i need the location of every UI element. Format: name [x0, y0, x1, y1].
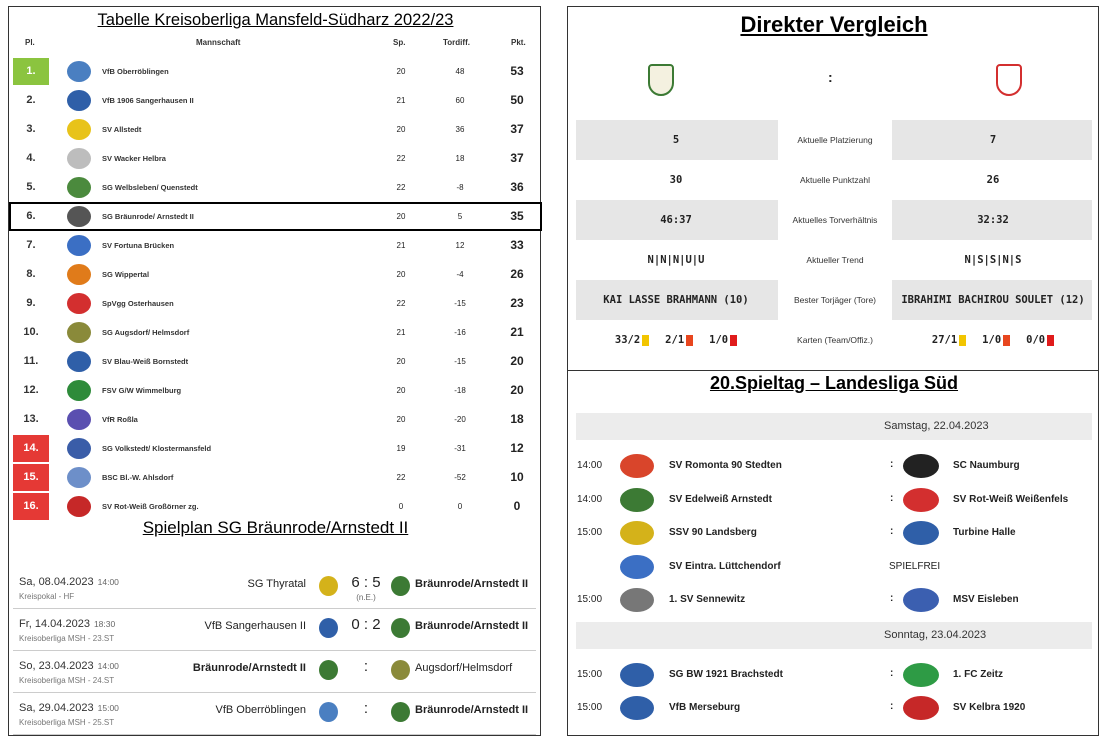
position-cell: 14.	[13, 435, 49, 462]
points: 53	[510, 64, 524, 78]
position-cell: 13.	[23, 413, 39, 425]
team-name[interactable]: SpVgg Osterhausen	[102, 299, 174, 308]
away-team-logo-icon	[391, 660, 410, 680]
fixture-row[interactable]	[576, 691, 1092, 724]
away-value: IBRAHIMI BACHIROU SOULET (12)	[901, 294, 1085, 306]
fixture-separator: :	[890, 701, 894, 712]
team-name[interactable]: SV Allstedt	[102, 125, 142, 134]
team-name[interactable]: BSC Bl.-W. Ahlsdorf	[102, 473, 174, 482]
comparison-label: Karten (Team/Offiz.)	[778, 320, 892, 360]
comparison-row	[576, 120, 1092, 160]
team-name[interactable]: FSV G/W Wimmelburg	[102, 386, 182, 395]
goal-difference: 0	[457, 502, 463, 511]
home-team-logo-icon	[319, 618, 338, 638]
cards-row	[576, 320, 1092, 360]
points: 36	[510, 180, 524, 194]
table-title: Tabelle Kreisoberliga Mansfeld-Südharz 2022/23	[97, 11, 454, 29]
away-value: 32:32	[977, 214, 1009, 226]
day-header	[576, 413, 1092, 440]
fixture-separator: :	[890, 526, 894, 537]
home-team[interactable]: 1. SV Sennewitz	[669, 594, 746, 605]
position-cell: 5.	[26, 181, 36, 193]
fixture-row[interactable]	[576, 550, 1092, 583]
games-played: 20	[396, 270, 406, 279]
kickoff-time: 14:00	[577, 460, 603, 471]
match-score: :	[363, 700, 369, 717]
card-count: 1/0	[982, 334, 1002, 346]
fixture-row[interactable]	[576, 583, 1092, 616]
away-team-logo-icon	[391, 618, 410, 638]
team-name[interactable]: SG Welbsleben/ Quenstedt	[102, 183, 198, 192]
points: 20	[510, 354, 524, 368]
team-name[interactable]: SG Bräunrode/ Arnstedt II	[102, 212, 194, 221]
card-count: 27/1	[931, 334, 958, 346]
away-team-logo-icon	[903, 488, 939, 512]
schedule-match[interactable]	[13, 568, 536, 609]
team-name[interactable]: SG Volkstedt/ Klostermansfeld	[102, 444, 212, 453]
home-team-logo-icon	[620, 588, 654, 612]
points: 26	[510, 267, 524, 281]
points: 23	[510, 296, 524, 310]
position-cell: 12.	[23, 384, 39, 396]
away-team[interactable]: SC Naumburg	[953, 460, 1020, 471]
table-header	[9, 38, 542, 52]
card-count: 1/0	[709, 334, 729, 346]
team-logo-icon	[67, 438, 91, 459]
points: 37	[510, 122, 524, 136]
team-logo-icon	[67, 148, 91, 169]
comparison-row	[576, 200, 1092, 240]
away-team[interactable]: Augsdorf/Helmsdorf	[415, 662, 513, 674]
position-cell: 8.	[26, 268, 36, 280]
kickoff-time: 15:00	[577, 527, 603, 538]
position-cell: 15.	[13, 464, 49, 491]
table-row[interactable]	[9, 405, 542, 434]
team-logo-icon	[67, 496, 91, 517]
day-label: Sonntag, 23.04.2023	[884, 628, 987, 641]
goal-difference: -18	[454, 386, 466, 395]
table-row[interactable]	[9, 115, 542, 144]
match-time: 18:30	[93, 619, 116, 629]
home-team[interactable]: SV Romonta 90 Stedten	[669, 460, 782, 471]
day-label: Samstag, 22.04.2023	[884, 420, 989, 432]
points: 18	[510, 412, 524, 426]
home-team[interactable]: SV Eintra. Lüttchendorf	[669, 560, 781, 572]
home-cards	[576, 320, 776, 360]
match-score: :	[363, 658, 369, 675]
goal-difference: -31	[454, 444, 466, 453]
goal-difference: 12	[455, 241, 465, 250]
points: 21	[510, 325, 524, 339]
home-team-logo-icon	[620, 521, 654, 545]
position-cell: 9.	[26, 297, 36, 309]
card-icon	[686, 335, 693, 346]
points: 37	[510, 151, 524, 165]
away-team[interactable]: Bräunrode/Arnstedt II	[415, 620, 529, 632]
match-score: 0 : 2	[351, 616, 381, 633]
comparison-label: Aktueller Trend	[778, 240, 892, 280]
match-competition: Kreisoberliga MSH - 24.ST	[19, 676, 115, 685]
home-team-logo-icon	[319, 576, 338, 596]
table-row[interactable]	[9, 202, 542, 231]
match-date	[19, 618, 115, 630]
kickoff-time: 15:00	[577, 668, 603, 680]
games-played: 21	[396, 241, 406, 250]
fixture-row[interactable]	[576, 483, 1092, 516]
fixture-separator: :	[890, 459, 894, 470]
away-value: N|S|S|N|S	[964, 254, 1022, 266]
table-row[interactable]	[9, 260, 542, 289]
kickoff-time: 14:00	[577, 493, 603, 505]
home-team[interactable]: VfB Oberröblingen	[215, 704, 306, 716]
matchday-panel	[567, 370, 1099, 736]
matchday-title: 20.Spieltag – Landesliga Süd	[709, 373, 959, 393]
home-value: KAI LASSE BRAHMANN (10)	[603, 294, 749, 306]
team-name[interactable]: SV Rot-Weiß Großörner zg.	[102, 502, 199, 511]
card-icon	[959, 335, 966, 346]
away-team-logo-icon	[903, 454, 939, 478]
team-logo-icon	[67, 380, 91, 401]
card-icon	[1003, 335, 1010, 346]
goal-difference: -4	[456, 270, 464, 279]
home-value: 5	[672, 134, 680, 146]
fixture-separator: :	[890, 667, 894, 679]
team-name[interactable]: SG Wippertal	[102, 270, 150, 279]
home-team-logo-icon	[620, 555, 654, 579]
home-team[interactable]: SV Edelweiß Arnstedt	[669, 493, 772, 505]
team-name[interactable]: VfB 1906 Sangerhausen II	[102, 96, 194, 105]
match-date	[19, 702, 119, 714]
away-team[interactable]: MSV Eisleben	[953, 594, 1019, 605]
games-played: 22	[396, 183, 406, 192]
goal-difference: -52	[454, 473, 466, 482]
points: 33	[510, 238, 524, 252]
position-cell: 7.	[26, 239, 36, 251]
home-team[interactable]: Bräunrode/Arnstedt II	[192, 662, 306, 674]
away-team-logo-icon	[903, 521, 939, 545]
match-note: (n.E.)	[356, 593, 376, 602]
header-pl: Pl.	[25, 38, 35, 47]
table-row[interactable]	[9, 289, 542, 318]
home-team-crest	[648, 64, 674, 96]
kickoff-time: 15:00	[577, 594, 603, 605]
schedule-title: Spielplan SG Bräunrode/Arnstedt II	[142, 518, 409, 537]
fixture-row[interactable]	[576, 516, 1092, 549]
away-value: 7	[989, 134, 997, 146]
goal-difference: -8	[456, 183, 464, 192]
comparison-label: Bester Torjäger (Tore)	[778, 280, 892, 320]
goal-difference: 48	[455, 67, 465, 76]
goal-difference: -20	[454, 415, 466, 424]
games-played: 21	[396, 96, 406, 105]
table-row[interactable]	[9, 463, 542, 492]
away-team[interactable]: Bräunrode/Arnstedt II	[415, 578, 529, 590]
team-name[interactable]: VfR Roßla	[102, 415, 138, 424]
away-team[interactable]: SV Kelbra 1920	[953, 702, 1026, 713]
match-competition: Kreisoberliga MSH - 25.ST	[19, 718, 115, 727]
away-team-logo-icon	[391, 702, 410, 722]
card-count: 0/0	[1026, 334, 1046, 346]
goal-difference: 18	[455, 154, 465, 163]
goal-difference: -16	[454, 328, 466, 337]
header-sp: Sp.	[393, 38, 406, 47]
position-cell: 16.	[13, 493, 49, 520]
games-played: 20	[396, 67, 406, 76]
match-time: 14:00	[97, 577, 119, 587]
schedule-match[interactable]	[13, 694, 536, 735]
away-team[interactable]: Turbine Halle	[953, 527, 1016, 538]
team-logo-icon	[67, 90, 91, 111]
points: 10	[510, 470, 524, 484]
header-td: Tordiff.	[443, 38, 470, 47]
table-row[interactable]	[9, 434, 542, 463]
table-row[interactable]	[9, 492, 542, 521]
card-count: 2/1	[665, 334, 685, 346]
day-header	[576, 622, 1092, 649]
team-logo-icon	[67, 61, 91, 82]
team-logo-icon	[67, 119, 91, 140]
fixture-row[interactable]	[576, 449, 1092, 482]
home-team[interactable]: SG Thyratal	[247, 578, 306, 590]
away-team-logo-icon	[903, 696, 939, 720]
away-cards	[894, 320, 1092, 360]
kickoff-time: 15:00	[577, 702, 603, 713]
games-played: 20	[396, 357, 406, 366]
points: 35	[510, 209, 524, 223]
points: 12	[510, 441, 524, 455]
games-played: 22	[396, 154, 406, 163]
header-pkt: Pkt.	[511, 38, 526, 47]
goal-difference: 5	[457, 212, 463, 221]
match-score: 6 : 5	[351, 574, 381, 591]
comparison-separator: :	[828, 69, 833, 85]
home-team[interactable]: VfB Sangerhausen II	[204, 620, 306, 632]
team-logo-icon	[67, 322, 91, 343]
home-team-logo-icon	[319, 660, 338, 680]
goal-difference: -15	[454, 299, 466, 308]
games-played: 20	[396, 125, 406, 134]
home-team-logo-icon	[620, 696, 654, 720]
goal-difference: -15	[454, 357, 466, 366]
match-competition: Kreispokal - HF	[19, 592, 75, 601]
position-cell: 6.	[26, 210, 36, 222]
schedule-match[interactable]	[13, 652, 536, 693]
team-logo-icon	[67, 409, 91, 430]
team-logo-icon	[67, 235, 91, 256]
position-cell: 2.	[26, 94, 36, 106]
games-played: 22	[396, 473, 406, 482]
comparison-row	[576, 240, 1092, 280]
team-name[interactable]: VfB Oberröblingen	[102, 67, 169, 76]
comparison-row	[576, 280, 1092, 320]
team-logo-icon	[67, 177, 91, 198]
games-played: 22	[396, 299, 406, 308]
card-icon	[1047, 335, 1054, 346]
match-date-text: Sa, 08.04.2023	[19, 576, 94, 588]
home-value: 30	[669, 174, 683, 186]
games-played: 20	[396, 415, 406, 424]
fixture-separator: :	[890, 492, 894, 504]
points: 0	[513, 499, 521, 513]
fixture-separator: :	[890, 593, 894, 604]
fixture-row[interactable]	[576, 658, 1092, 691]
position-cell: 3.	[26, 123, 36, 135]
games-played: 20	[396, 386, 406, 395]
away-team[interactable]: 1. FC Zeitz	[953, 668, 1004, 680]
league-table-panel	[8, 6, 541, 736]
points: 20	[510, 383, 524, 397]
match-date-text: Fr, 14.04.2023	[19, 618, 90, 630]
bye-label: SPIELFREI	[889, 560, 941, 572]
table-row[interactable]	[9, 57, 542, 86]
away-team[interactable]: SV Rot-Weiß Weißenfels	[953, 493, 1069, 505]
match-time: 14:00	[97, 661, 119, 671]
away-team-logo-icon	[391, 576, 410, 596]
home-team-logo-icon	[620, 663, 654, 687]
away-team-logo-icon	[903, 663, 939, 687]
position-cell: 10.	[23, 326, 39, 338]
comparison-title: Direkter Vergleich	[740, 12, 928, 37]
card-icon	[642, 335, 649, 346]
match-time: 15:00	[97, 703, 119, 713]
table-row[interactable]	[9, 86, 542, 115]
match-date	[19, 576, 119, 588]
team-name[interactable]: SV Blau-Weiß Bornstedt	[102, 357, 189, 366]
schedule-match[interactable]	[13, 610, 536, 651]
table-row[interactable]	[9, 231, 542, 260]
away-team[interactable]: Bräunrode/Arnstedt II	[415, 704, 529, 716]
comparison-label: Aktuelle Platzierung	[778, 120, 892, 160]
direct-comparison-panel	[567, 6, 1099, 371]
position-cell: 4.	[26, 152, 36, 164]
home-value: 46:37	[660, 214, 692, 226]
goal-difference: 60	[455, 96, 465, 105]
team-name[interactable]: SV Fortuna Brücken	[102, 241, 175, 250]
games-played: 21	[396, 328, 406, 337]
header-team: Mannschaft	[196, 38, 241, 47]
match-competition: Kreisoberliga MSH - 23.ST	[19, 634, 115, 643]
games-played: 19	[396, 444, 406, 453]
table-row[interactable]	[9, 144, 542, 173]
team-logo-icon	[67, 264, 91, 285]
team-name[interactable]: SV Wacker Helbra	[102, 154, 166, 163]
points: 50	[510, 93, 524, 107]
table-row[interactable]	[9, 173, 542, 202]
team-logo-icon	[67, 351, 91, 372]
goal-difference: 36	[455, 125, 465, 134]
comparison-row	[576, 160, 1092, 200]
match-date	[19, 660, 119, 672]
card-count: 33/2	[614, 334, 641, 346]
card-icon	[730, 335, 737, 346]
team-logo-icon	[67, 206, 91, 227]
match-date-text: So, 23.04.2023	[19, 660, 94, 672]
home-team-logo-icon	[319, 702, 338, 722]
games-played: 20	[396, 212, 406, 221]
table-row[interactable]	[9, 318, 542, 347]
away-team-logo-icon	[903, 588, 939, 612]
home-value: N|N|N|U|U	[647, 254, 705, 266]
match-date-text: Sa, 29.04.2023	[19, 702, 94, 714]
position-cell: 11.	[23, 355, 39, 367]
comparison-label: Aktuelles Torverhältnis	[778, 200, 892, 240]
games-played: 0	[398, 502, 404, 511]
table-row[interactable]	[9, 376, 542, 405]
team-logo-icon	[67, 293, 91, 314]
home-team[interactable]: SSV 90 Landsberg	[669, 527, 757, 538]
away-value: 26	[986, 174, 1000, 186]
team-name[interactable]: SG Augsdorf/ Helmsdorf	[102, 328, 190, 337]
table-row[interactable]	[9, 347, 542, 376]
home-team[interactable]: SG BW 1921 Brachstedt	[669, 668, 783, 680]
comparison-label: Aktuelle Punktzahl	[778, 160, 892, 200]
home-team[interactable]: VfB Merseburg	[669, 702, 741, 713]
away-team-crest	[996, 64, 1022, 96]
home-team-logo-icon	[620, 488, 654, 512]
position-cell: 1.	[13, 58, 49, 85]
team-logo-icon	[67, 467, 91, 488]
home-team-logo-icon	[620, 454, 654, 478]
